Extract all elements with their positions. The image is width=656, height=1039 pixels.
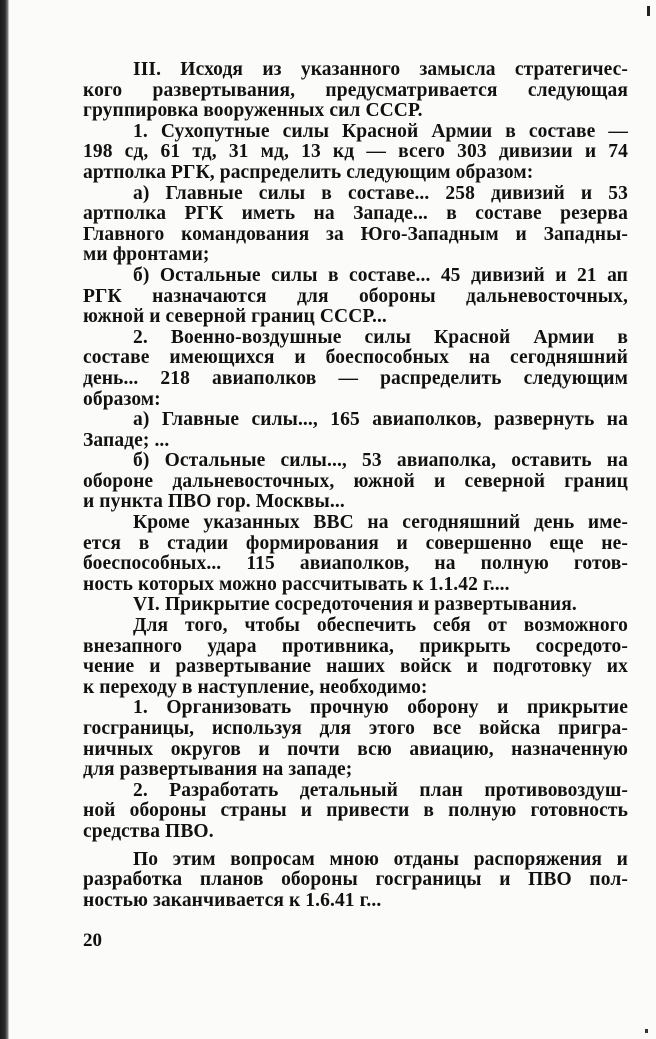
paragraph <box>83 60 628 122</box>
text-line: средства ПВО. <box>83 820 214 842</box>
paragraph <box>83 513 628 595</box>
text-line: артполка РГК иметь на Западе... в составе резерва <box>83 203 628 225</box>
text-line: 1. Организовать прочную оборону и прикрытие <box>133 697 628 719</box>
text-line: По этим вопросам мною отданы распоряжения и <box>133 848 628 870</box>
body-text <box>83 60 628 911</box>
text-line: а) Главные силы..., 165 авиаполков, развернуть на <box>133 409 628 431</box>
text-line: обороне дальневосточных, южной и северной границ <box>83 470 628 492</box>
paragraph <box>83 122 628 184</box>
text-line: РГК назначаются для обороны дальневосточных, <box>83 285 628 307</box>
scan-edge-shadow <box>0 0 9 1039</box>
text-line: ной обороны страны и привести в полную готовность <box>83 800 628 822</box>
text-line: к переходу в наступление, необходимо: <box>83 676 428 698</box>
text-line: внезапного удара противника, прикрыть сосредото- <box>83 635 628 657</box>
paragraph <box>83 616 628 698</box>
text-line: группировка вооруженных сил СССР. <box>83 100 423 122</box>
page-number: 20 <box>83 930 102 951</box>
paragraph <box>83 410 628 451</box>
paragraph <box>83 184 628 266</box>
text-line: б) Остальные силы в составе... 45 дивизий и 21 ап <box>133 264 628 286</box>
text-line: южной и северной границ СССР... <box>83 306 387 328</box>
text-line: боеспособных... 115 авиаполков, на полную готов- <box>83 553 628 575</box>
text-line: 2. Разработать детальный план противовоздуш- <box>133 779 628 801</box>
paragraph <box>83 266 628 328</box>
text-line: образом: <box>83 388 161 410</box>
scan-artifact-mark <box>647 6 650 16</box>
text-line: кого развертывания, предусматривается следующая <box>83 79 628 101</box>
text-line: и пункта ПВО гор. Москвы... <box>83 491 345 513</box>
text-line: 198 сд, 61 тд, 31 мд, 13 кд — всего 303 дивизии и 74 <box>83 141 628 163</box>
text-line: для развертывания на западе; <box>83 759 353 781</box>
text-line: ми фронтами; <box>83 244 210 266</box>
text-line: чение и развертывание наших войск и подготовку их <box>83 656 628 678</box>
text-line: составе имеющихся и боеспособных на сегодняшний <box>83 347 628 369</box>
text-line: артполка РГК, распределить следующим образом: <box>83 161 534 183</box>
paragraph <box>83 595 628 616</box>
text-line: 1. Сухопутные силы Красной Армии в составе — <box>133 120 628 142</box>
text-line: а) Главные силы в составе... 258 дивизий и 53 <box>133 182 628 204</box>
scan-artifact-mark <box>645 1029 648 1033</box>
paragraph <box>83 781 628 843</box>
text-line: ничных округов и почти всю авиацию, назначенную <box>83 738 628 760</box>
text-line: Кроме указанных ВВС на сегодняшний день име- <box>133 512 628 534</box>
paragraph <box>83 451 628 513</box>
paragraph <box>83 850 628 912</box>
text-line: III. Исходя из указанного замысла стратегичес- <box>133 59 628 80</box>
text-line: госграницы, используя для этого все войска пригра- <box>83 718 628 739</box>
text-line: разработка планов обороны госграницы и ПВО пол- <box>83 869 628 891</box>
text-line: 2. Военно-воздушные силы Красной Армии в <box>133 326 628 348</box>
text-line: ется в стадии формирования и совершенно еще не- <box>83 532 628 554</box>
text-line: Главного командования за Юго-Западным и Западны- <box>83 223 628 245</box>
text-line: б) Остальные силы..., 53 авиаполка, оставить на <box>133 450 628 472</box>
text-line: ность которых можно рассчитывать к 1.1.42 г.... <box>83 573 510 595</box>
paragraph <box>83 698 628 780</box>
text-line: VI. Прикрытие сосредоточения и развертывания. <box>133 594 577 616</box>
text-line: Западе; ... <box>83 429 170 451</box>
text-line: ностью заканчивается к 1.6.41 г... <box>83 889 382 911</box>
text-line: день... 218 авиаполков — распределить следующим <box>83 367 628 389</box>
paragraph <box>83 328 628 410</box>
text-line: Для того, чтобы обеспечить себя от возможного <box>133 615 628 637</box>
